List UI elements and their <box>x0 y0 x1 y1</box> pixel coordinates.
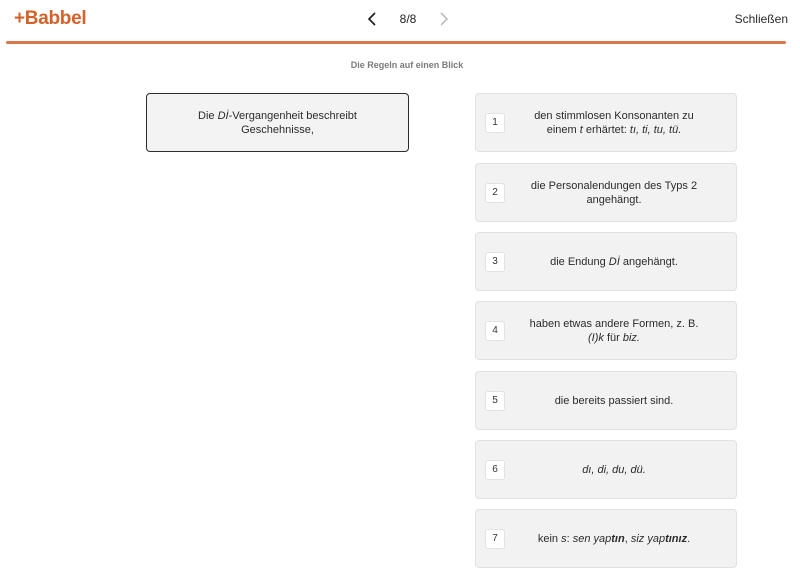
option-text: haben etwas andere Formen, z. B. (I)k für biz. <box>529 317 699 344</box>
option-3[interactable] <box>475 232 737 291</box>
option-number: 6 <box>485 460 505 480</box>
previous-button[interactable] <box>362 9 382 29</box>
babbel-logo: +Babbel <box>14 8 87 29</box>
option-5[interactable] <box>475 371 737 430</box>
chevron-left-icon <box>366 12 378 26</box>
option-text: die Endung Dİ angehängt. <box>550 255 678 268</box>
option-text: die bereits passiert sind. <box>554 394 674 407</box>
option-2[interactable] <box>475 163 737 222</box>
top-bar <box>0 0 800 42</box>
option-number: 3 <box>485 252 505 272</box>
option-text: die Personalendungen des Typs 2 angehängt. <box>530 179 698 206</box>
prompt-text: Die Dİ-Vergangenheit beschreibt Geschehnisse, <box>198 109 357 136</box>
next-button[interactable] <box>434 9 454 29</box>
option-number: 1 <box>485 113 505 133</box>
option-1[interactable] <box>475 93 737 152</box>
option-number: 4 <box>485 321 505 341</box>
option-6[interactable] <box>475 440 737 499</box>
option-text: kein s: sen yaptın, siz yaptınız. <box>537 532 691 545</box>
prompt-card[interactable] <box>146 93 409 152</box>
chevron-right-icon <box>438 12 450 26</box>
page-subtitle: Die Regeln auf einen Blick <box>350 60 464 70</box>
option-number: 5 <box>485 391 505 411</box>
lesson-navigation <box>360 9 460 29</box>
close-button[interactable]: Schließen <box>734 12 788 26</box>
option-4[interactable] <box>475 301 737 360</box>
header-divider <box>6 41 786 44</box>
option-number: 7 <box>485 529 505 549</box>
progress-counter: 8/8 <box>399 12 417 26</box>
option-text: dı, di, du, dü. <box>582 463 646 476</box>
option-7[interactable] <box>475 509 737 568</box>
option-text: den stimmlosen Konsonanten zu einem t erhärtet: tı, ti, tu, tü. <box>534 109 694 136</box>
option-number: 2 <box>485 183 505 203</box>
